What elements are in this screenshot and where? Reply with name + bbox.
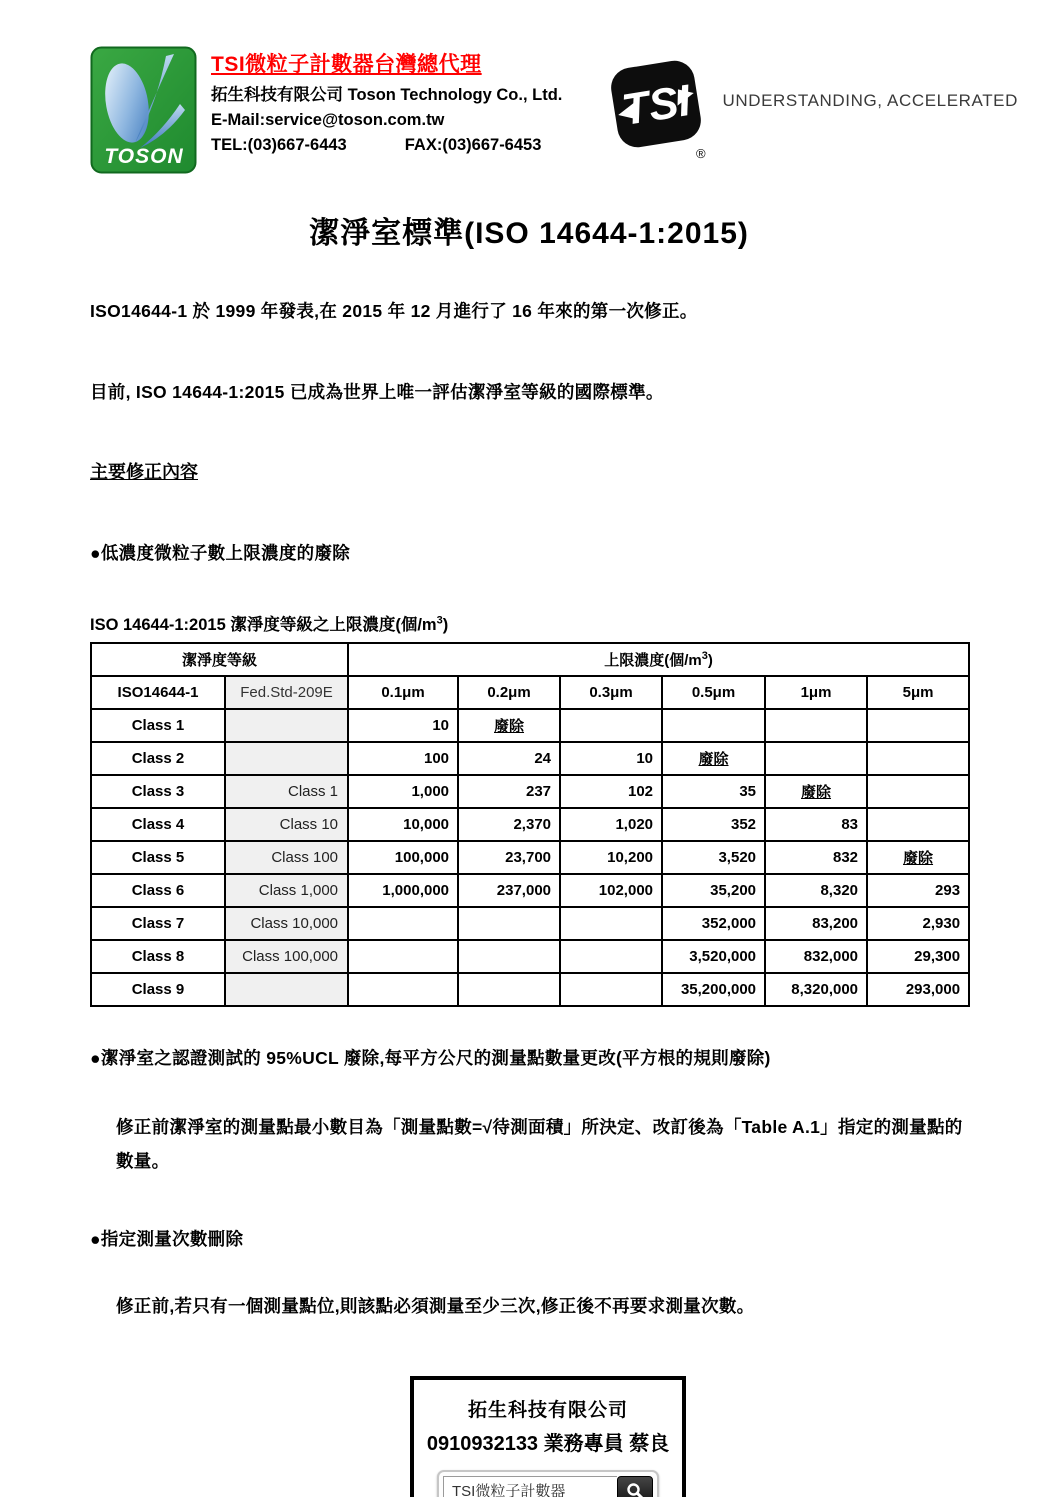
limit-value-cell	[765, 709, 867, 742]
magnifier-icon	[625, 1481, 645, 1497]
tsi-logo-icon	[604, 54, 712, 162]
bullet-ucl-removed: ●潔淨室之認證測試的 95%UCL 廢除,每平方公尺的測量點數量更改(平方根的規則廢除)	[90, 1048, 771, 1068]
fed-std-cell	[225, 742, 348, 775]
limit-value-cell: 832,000	[765, 940, 867, 973]
iso-class-cell: Class 6	[91, 874, 225, 907]
limit-value-cell: 2,370	[458, 808, 560, 841]
limit-header-text: 上限濃度(個/m	[604, 652, 702, 669]
limit-value-cell	[348, 940, 458, 973]
table-row	[91, 874, 969, 907]
bullet-measurement-count: ●指定測量次數刪除	[90, 1229, 244, 1250]
fed-std-cell: Class 10	[225, 808, 348, 841]
limit-header-sup: 3	[701, 650, 708, 662]
limit-value-cell: 1,020	[560, 808, 662, 841]
limit-value-cell: 2,930	[867, 907, 969, 940]
limit-value-cell: 293	[867, 874, 969, 907]
limit-value-cell	[867, 709, 969, 742]
company-name-line: 拓生科技有限公司 Toson Technology Co., Ltd.	[211, 86, 563, 104]
table-caption-text: ISO 14644-1:2015 潔淨度等級之上限濃度(個/m	[90, 616, 437, 634]
limit-value-cell: 293,000	[867, 973, 969, 1006]
limit-value-cell	[765, 742, 867, 775]
column-header: 0.2μm	[458, 676, 560, 709]
table-row	[91, 808, 969, 841]
fed-std-cell: Class 100	[225, 841, 348, 874]
distributor-link[interactable]: TSI微粒子計數器台灣總代理	[211, 53, 482, 76]
limit-value-cell	[867, 775, 969, 808]
tel-fax-line	[211, 133, 562, 158]
toson-logo	[90, 46, 197, 174]
class-group-header: 潔淨度等級	[91, 643, 348, 676]
limit-value-cell: 8,320,000	[765, 973, 867, 1006]
column-header: ISO14644-1	[91, 676, 225, 709]
fed-std-cell: Class 100,000	[225, 940, 348, 973]
limit-value-cell: 35,200,000	[662, 973, 765, 1006]
limit-header-close: )	[707, 652, 713, 669]
bullet-low-concentration: ●低濃度微粒子數上限濃度的廢除	[90, 543, 351, 563]
search-bar	[437, 1470, 659, 1497]
fed-std-cell: Class 10,000	[225, 907, 348, 940]
main-revision-heading: 主要修正內容	[90, 462, 198, 482]
svg-text:TOSON: TOSON	[104, 145, 184, 168]
toson-logo-icon	[90, 46, 197, 174]
limit-value-cell	[560, 940, 662, 973]
table-row	[91, 775, 969, 808]
iso-class-cell: Class 9	[91, 973, 225, 1006]
fed-std-cell: Class 1	[225, 775, 348, 808]
limit-value-cell: 35	[662, 775, 765, 808]
limit-value-cell	[560, 973, 662, 1006]
ucl-detail-paragraph: 修正前潔淨室的測量點最小數目為「測量點數=√待測面積」所決定、改訂後為「Table A.1」指定的測量點的數量。	[116, 1117, 963, 1172]
limit-value-cell: 8,320	[765, 874, 867, 907]
intro-paragraph-2: 目前, ISO 14644-1:2015 已成為世界上唯一評估潔淨室等級的國際標準。	[90, 382, 664, 402]
abolish-cell: 廢除	[458, 709, 560, 742]
limit-group-header	[348, 643, 969, 676]
iso-class-cell: Class 5	[91, 841, 225, 874]
limit-value-cell: 3,520,000	[662, 940, 765, 973]
limit-value-cell: 100	[348, 742, 458, 775]
fed-std-cell	[225, 709, 348, 742]
iso-class-cell: Class 8	[91, 940, 225, 973]
footer-company-name: 拓生科技有限公司	[467, 1400, 628, 1422]
limit-value-cell: 102,000	[560, 874, 662, 907]
iso-class-cell: Class 1	[91, 709, 225, 742]
limit-value-cell: 23,700	[458, 841, 560, 874]
limit-value-cell: 24	[458, 742, 560, 775]
iso-class-cell: Class 7	[91, 907, 225, 940]
measurement-count-detail: 修正前,若只有一個測量點位,則該點必須測量至少三次,修正後不再要求測量次數。	[116, 1296, 755, 1317]
limit-value-cell	[867, 742, 969, 775]
table-header-row-1	[91, 643, 969, 676]
table-row	[91, 742, 969, 775]
registered-mark: ®	[696, 146, 707, 161]
limit-value-cell	[458, 973, 560, 1006]
limit-value-cell: 102	[560, 775, 662, 808]
search-button[interactable]	[617, 1476, 653, 1497]
tel-label: TEL:(03)667-6443	[211, 135, 347, 154]
limit-value-cell: 10	[348, 709, 458, 742]
search-input[interactable]	[443, 1476, 617, 1497]
limit-value-cell: 10,000	[348, 808, 458, 841]
email-line: E-Mail:service@toson.com.tw	[211, 110, 445, 129]
abolish-cell: 廢除	[662, 742, 765, 775]
intro-paragraph-1: ISO14644-1 於 1999 年發表,在 2015 年 12 月進行了 16 年來的第一次修正。	[90, 301, 698, 321]
abolish-cell: 廢除	[765, 775, 867, 808]
footer-contact-line: 0910932133 業務專員 蔡良	[426, 1433, 670, 1456]
tsi-brand-block	[604, 54, 1018, 162]
column-header: Fed.Std-209E	[225, 676, 348, 709]
column-header: 0.1μm	[348, 676, 458, 709]
limit-value-cell	[348, 973, 458, 1006]
header-contact-block	[211, 46, 562, 157]
fax-label: FAX:(03)667-6453	[404, 135, 542, 154]
table-row	[91, 973, 969, 1006]
table-caption	[90, 611, 968, 635]
table-row	[91, 907, 969, 940]
table-caption-close: )	[442, 616, 449, 634]
fed-std-cell: Class 1,000	[225, 874, 348, 907]
table-row	[91, 841, 969, 874]
limit-value-cell	[867, 808, 969, 841]
limit-value-cell: 352,000	[662, 907, 765, 940]
iso-class-cell: Class 3	[91, 775, 225, 808]
limit-value-cell: 100,000	[348, 841, 458, 874]
limit-value-cell: 1,000,000	[348, 874, 458, 907]
contact-card	[410, 1376, 686, 1497]
limit-value-cell: 237	[458, 775, 560, 808]
limit-value-cell: 3,520	[662, 841, 765, 874]
column-header: 0.5μm	[662, 676, 765, 709]
limit-value-cell: 83,200	[765, 907, 867, 940]
limit-value-cell	[458, 907, 560, 940]
limit-value-cell	[458, 940, 560, 973]
column-header: 0.3μm	[560, 676, 662, 709]
svg-text:TSI: TSI	[619, 75, 695, 136]
abolish-cell: 廢除	[867, 841, 969, 874]
limit-value-cell: 10	[560, 742, 662, 775]
table-caption-sup: 3	[436, 614, 443, 627]
table-header-row-2	[91, 676, 969, 709]
fed-std-cell	[225, 973, 348, 1006]
limit-value-cell: 832	[765, 841, 867, 874]
tsi-tagline: UNDERSTANDING, ACCELERATED	[722, 91, 1018, 110]
table-row	[91, 709, 969, 742]
limit-value-cell: 83	[765, 808, 867, 841]
limit-value-cell: 29,300	[867, 940, 969, 973]
iso-class-cell: Class 4	[91, 808, 225, 841]
limit-value-cell	[348, 907, 458, 940]
column-header: 5μm	[867, 676, 969, 709]
limit-value-cell	[560, 709, 662, 742]
column-header: 1μm	[765, 676, 867, 709]
limit-value-cell: 35,200	[662, 874, 765, 907]
page-title: 潔淨室標準(ISO 14644-1:2015)	[309, 217, 749, 250]
iso-class-cell: Class 2	[91, 742, 225, 775]
limit-value-cell: 10,200	[560, 841, 662, 874]
iso-class-table	[90, 642, 970, 1007]
limit-value-cell	[662, 709, 765, 742]
limit-value-cell	[560, 907, 662, 940]
limit-value-cell: 352	[662, 808, 765, 841]
table-row	[91, 940, 969, 973]
limit-value-cell: 237,000	[458, 874, 560, 907]
document-body	[0, 298, 1058, 1497]
limit-value-cell: 1,000	[348, 775, 458, 808]
header	[0, 0, 1058, 174]
